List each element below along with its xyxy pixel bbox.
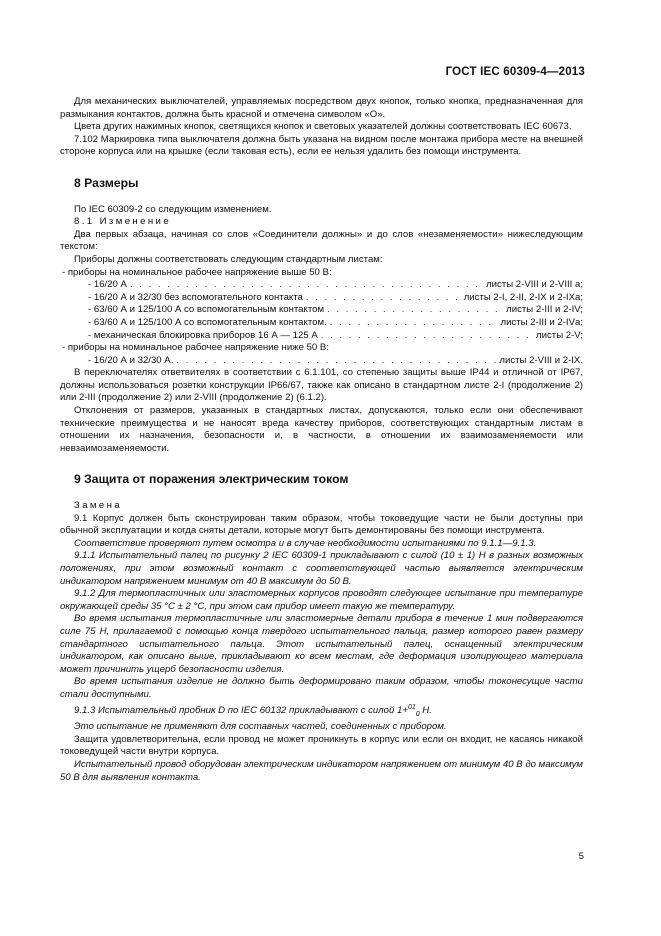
section-8-heading: 8 Размеры [74, 175, 139, 190]
replace-subheading: Замена [74, 500, 123, 512]
list-item [60, 317, 583, 330]
paragraph: Во время испытания термопластичные или эластомерные детали прибора в течение 1 мин подвергаются силе 75 Н, прилагаемой с помощью конца твердого испытательного пальца, размер которого равен размеру стандартного испытательного пальца. Этот испытательный палец, оснащенный электрическим индикатором, как описано выше, прикладывают ко всем местам, где деформация изолирующего материала может причинить ущерб безопасности изделия. [60, 613, 583, 675]
paragraph: Во время испытания изделие не должно быть деформировано таким образом, чтобы токонесущие части стали доступными. [60, 676, 583, 700]
paragraph: Защита удовлетворительна, если провод не может проникнуть в корпус или если он входит, не касаясь никакой токоведущей части внутри корпуса. [60, 733, 583, 758]
list-item [60, 292, 583, 305]
paragraph: В переключателях ответвителях в соответствии с 6.1.101, со степенью защиты выше IP44 и отличной от IP67, должны использоваться розетки конструкции IP66/67, также как описано в стандартном листе 2-I (продолжение 2) или 2-III (продолжение 2) или 2-VIII (продолжение 2) (6.1.2). [60, 367, 583, 404]
superscript: 01 [407, 703, 416, 711]
dot-leader [330, 317, 498, 330]
list-item-label: - 63/60 А и 125/100 А со вспомогательным контактом [88, 304, 325, 316]
list-group-heading: - приборы на номинальное рабочее напряжение ниже 50 В: [62, 342, 329, 354]
paragraph: Испытательный провод оборудован электрическим индикатором напряжением от минимум 40 В до максимум 50 В для выявления контакта. [60, 759, 583, 783]
paragraph: Цвета других нажимных кнопок, светящихся кнопок и световых указателей должны соответствовать IEC 60673. [74, 121, 572, 133]
list-item [60, 279, 583, 292]
list-item-ref: листы 2-VIII и 2-VIII а; [486, 279, 583, 291]
paragraph: 7.102 Маркировка типа выключателя должна быть указана на видном после монтажа прибора месте на внешней стороне корпуса или на крышке (если таковая есть), если ее нельзя удалить без помощи инструмента. [60, 133, 583, 158]
dot-leader [321, 330, 533, 343]
list-item-ref: листы 2-VIII и 2-IX. [499, 354, 583, 366]
dot-leader [327, 304, 503, 317]
paragraph: По IEC 60309-2 со следующим изменением. [74, 203, 272, 215]
list-item [60, 330, 583, 343]
paragraph: Для механических выключателей, управляемых посредством двух кнопок, только кнопка, предназначенная для размыкания контактов, должна быть красной и отмечена символом «О». [60, 96, 583, 120]
list-item-ref: листы 2-III и 2-IV; [506, 304, 583, 316]
list-item-label: - 63/60 А и 125/100 А со вспомогательным контактом. [88, 316, 327, 328]
list-item [60, 355, 583, 368]
list-item-label: - 16/20 А и 32/30 А. [88, 354, 174, 366]
paragraph: Приборы должны соответствовать следующим стандартным листам: [74, 253, 383, 265]
formula-unit: Н. [419, 704, 432, 716]
paragraph: Соответствие проверяют путем осмотра и в случае необходимости испытаниями по 9.1.1—9.1.3. [74, 537, 537, 549]
paragraph: 9.1.1 Испытательный палец по рисунку 2 IEC 60309-1 прикладывают с силой (10 ± 1) Н в разных возможных положениях, при этом возможный контакт с соответствующей частью выявляется электрическим индикатором напряжением минимум от 40 В максимум до 50 В. [60, 550, 583, 587]
section-9-heading: 9 Защита от поражения электрическим током [74, 472, 349, 487]
list-item [60, 304, 583, 317]
standard-code-header: ГОСТ IEC 60309-4—2013 [445, 66, 585, 78]
list-item-ref: листы 2-I, 2-II, 2-IX и 2-IXа; [463, 291, 583, 303]
formula-text: 9.1.3 Испытательный пробник D по IEC 60132 прикладывают с силой 1+ [74, 704, 408, 716]
dot-leader [306, 292, 461, 305]
paragraph: Два первых абзаца, начиная со слов «Соединители должны» и до слов «незаменяемости» нижеследующим текстом: [60, 228, 583, 253]
subscript: 0 [415, 710, 420, 718]
paragraph: Это испытание не применяют для составных частей, соединенных с прибором. [74, 721, 447, 733]
dot-leader [130, 279, 483, 292]
list-item-label: - 16/20 А и 32/30 без вспомогательного контакта [88, 291, 303, 303]
list-item-label: - механическая блокировка приборов 16 А — 125 А [88, 329, 318, 341]
list-group-heading: - приборы на номинальное рабочее напряжение выше 50 В: [62, 266, 332, 278]
list-item-ref: листы 2-III и 2-IVа; [500, 316, 583, 328]
change-subheading: 8.1 Изменение [74, 216, 172, 228]
paragraph: Отклонения от размеров, указанных в стандартных листах, допускаются, только если они обеспечивают технические преимущества и не наносят вреда качеству приборов, соответствующих стандартным листам в отношении их назначения, безопасности и, в частности, в отношении их взаимозаменяемости или невзаимозаменяемости. [60, 405, 583, 454]
list-item-label: - 16/20 А [88, 279, 127, 291]
paragraph: 9.1 Корпус должен быть сконструирован таким образом, чтобы токоведущие части не были доступны при обычной эксплуатации и когда сняты детали, которые могут быть демонтированы без помощи инструмента. [60, 512, 583, 537]
page-number: 5 [578, 851, 584, 862]
page-content [60, 96, 583, 784]
list-item-ref: листы 2-V; [536, 329, 583, 341]
paragraph: 9.1.2 Для термопластичных или эластомерных корпусов проводят следующее испытание при температуре окружающей среды 35 °С ± 2 °С, при этом сам прибор имеет такую же температуру. [60, 588, 583, 612]
paragraph [60, 702, 583, 722]
dot-leader [176, 355, 496, 368]
